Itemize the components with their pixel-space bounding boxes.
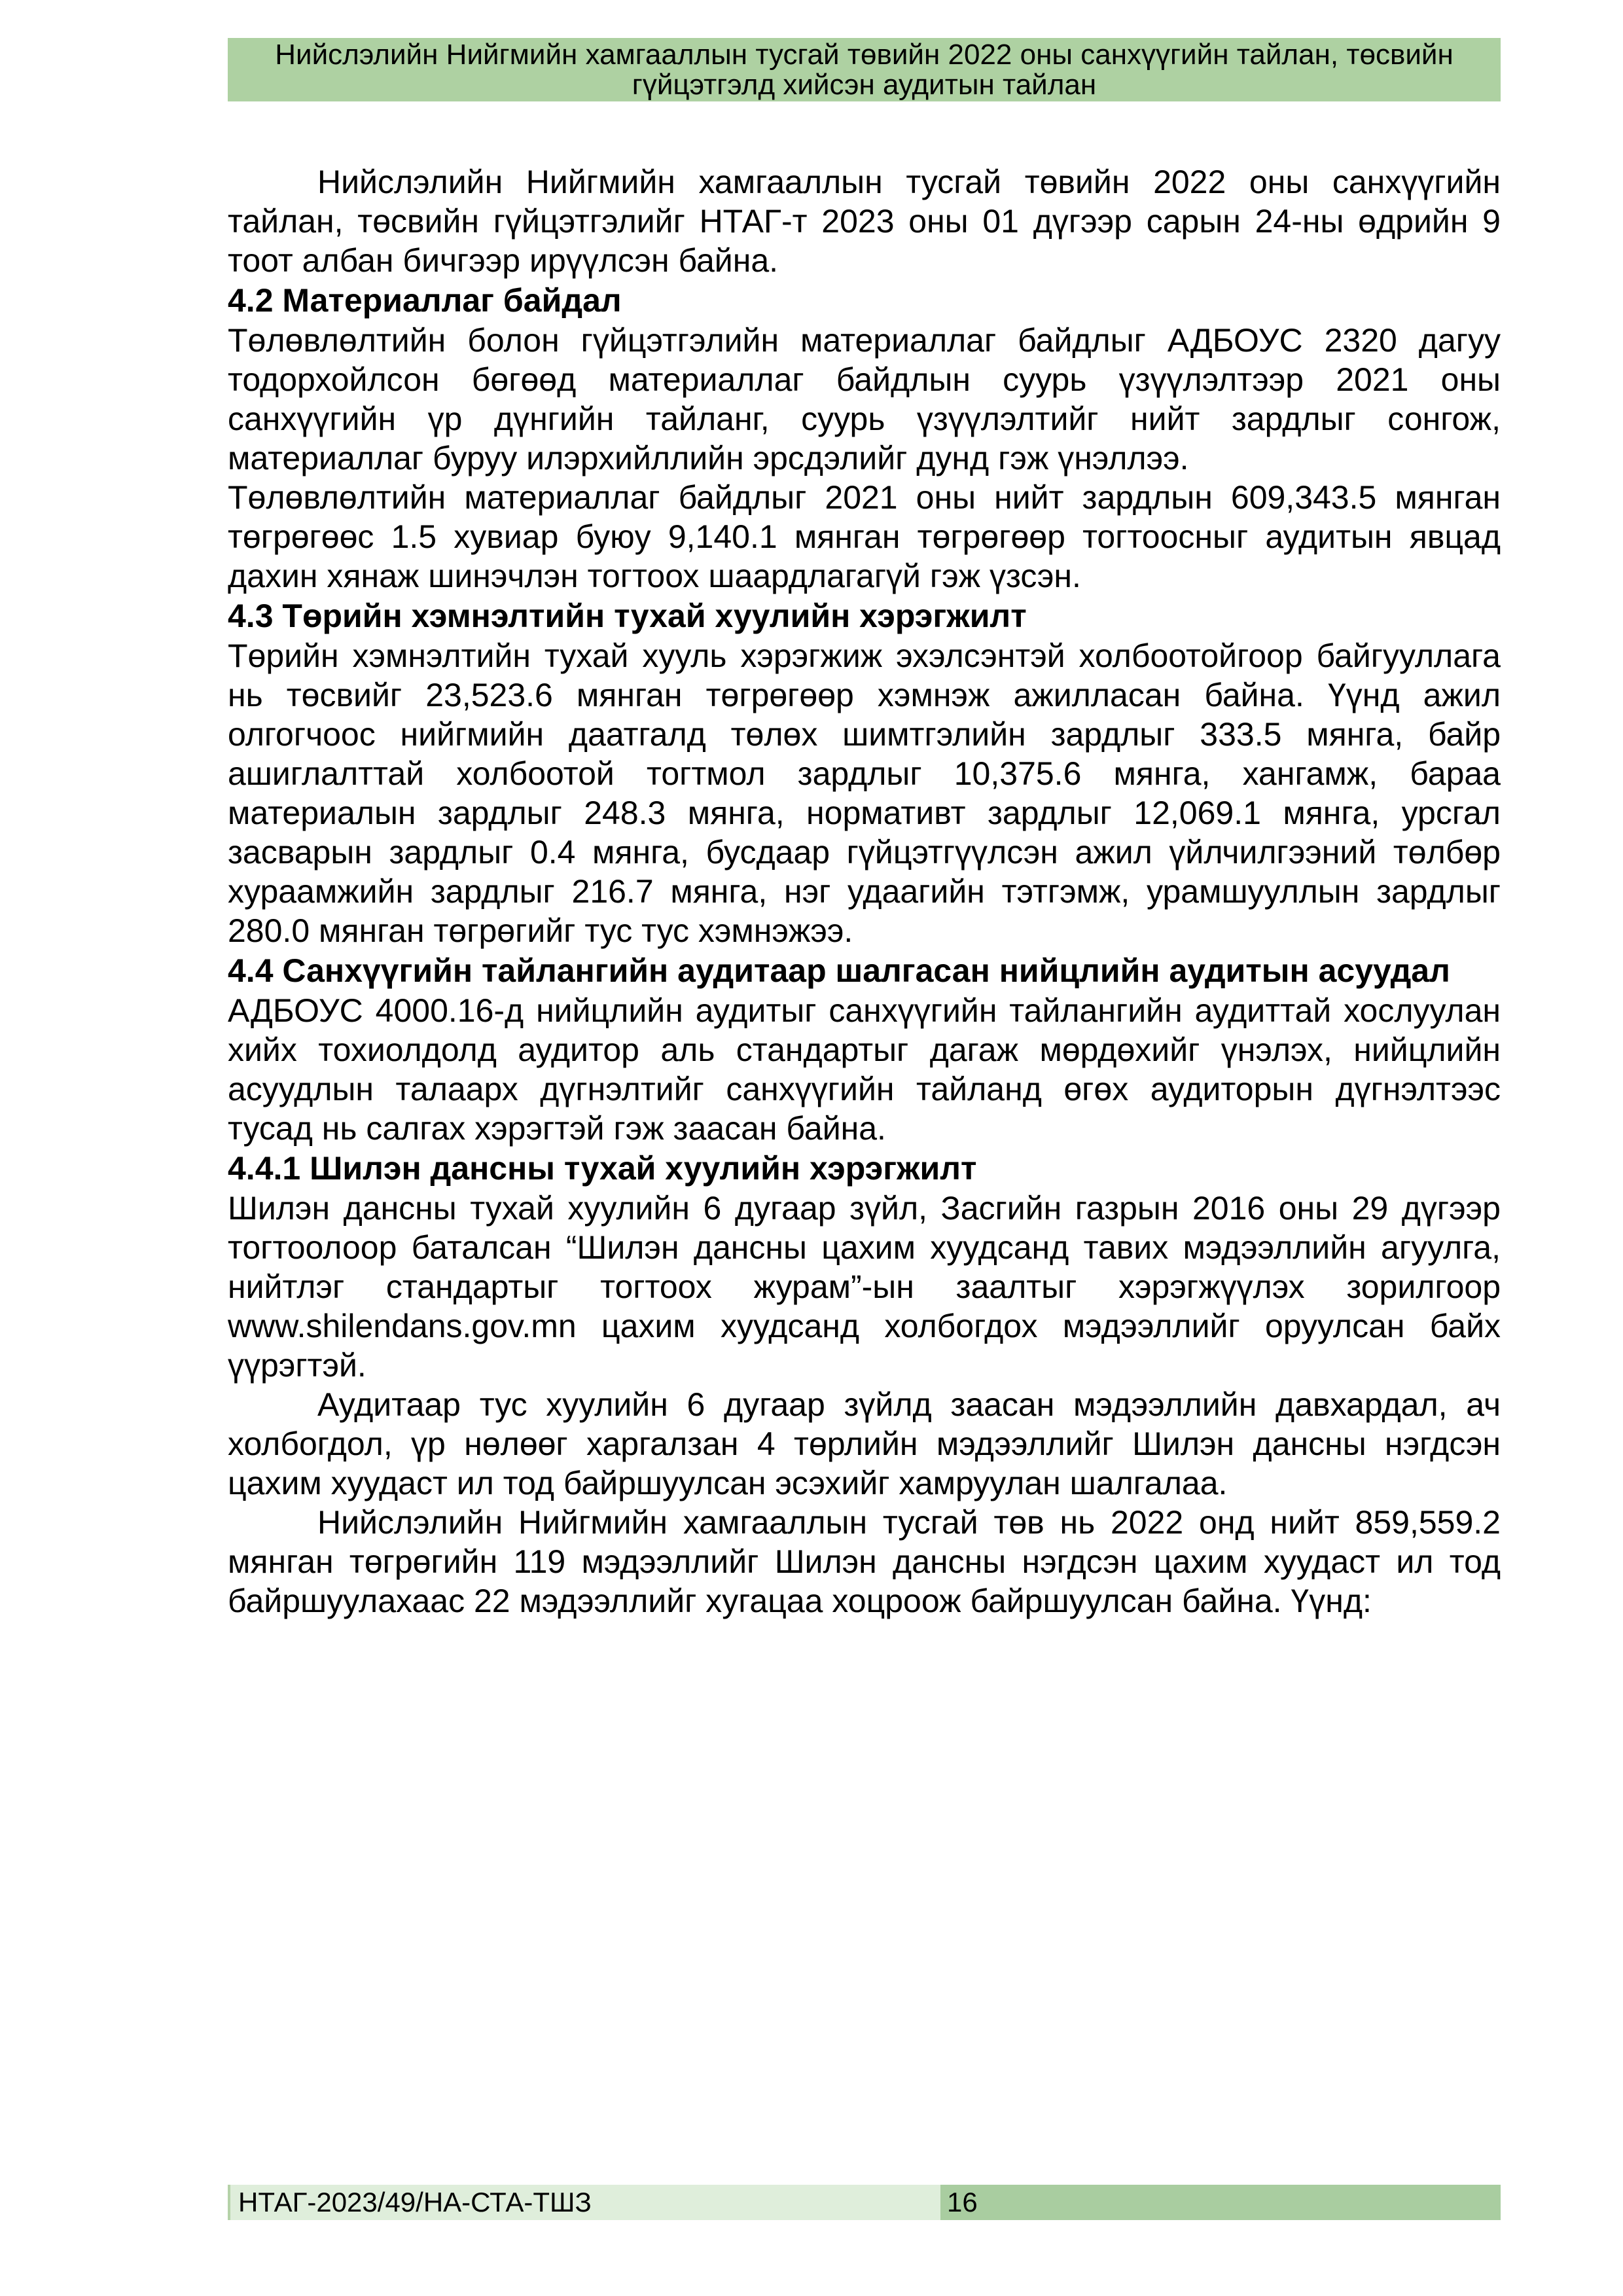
section-heading-4-2: 4.2 Материаллаг байдал: [228, 282, 622, 319]
page-number: 16: [947, 2187, 978, 2217]
paragraph: Нийслэлийн Нийгмийн хамгааллын тусгай төвийн 2022 оны санхүүгийн тайлан, төсвийн гүйцэтгэлийг НТАГ-т 2023 оны 01 дүгээр сарын 24-ны өдрийн 9 тоот албан бичгээр ирүүлсэн байна.: [228, 164, 1501, 279]
paragraph: Төлөвлөлтийн материаллаг байдлыг 2021 оны нийт зардлын 609,343.5 мянган төгрөгөөс 1.5 хувиар буюу 9,140.1 мянган төгрөгөөр тогтоосныг аудитын явцад дахин хянаж шинэчлэн тогтоох шаардлагагүй гэж үзсэн.: [228, 479, 1501, 594]
footer-page-number-cell: [940, 2185, 1501, 2220]
paragraph: Шилэн дансны тухай хуулийн 6 дугаар зүйл, Засгийн газрын 2016 оны 29 дүгээр тогтоолоор баталсан “Шилэн дансны цахим хуудсанд тавих мэдээллийн агуулга, нийтлэг стандартыг тогтоох журам”-ын заалтыг хэрэгжүүлэх зорилгоор www.shilendans.gov.mn цахим хуудсанд холбогдох мэдээллийг оруулсан байх үүрэгтэй.: [228, 1190, 1501, 1384]
document-title: Нийслэлийн Нийгмийн хамгааллын тусгай төвийн 2022 оны санхүүгийн тайлан, төсвийн гүйцэтгэлд хийсэн аудитын тайлан: [275, 39, 1454, 101]
section-heading-4-4-1: 4.4.1 Шилэн дансны тухай хуулийн хэрэгжилт: [228, 1150, 977, 1187]
section-heading-4-4: 4.4 Санхүүгийн тайлангийн аудитаар шалгасан нийцлийн аудитын асуудал: [228, 952, 1450, 989]
paragraph: Төрийн хэмнэлтийн тухай хууль хэрэгжиж эхэлсэнтэй холбоотойгоор байгууллага нь төсвийг 23,523.6 мянган төгрөгөөр хэмнэж ажилласан байна. Үүнд ажил олгогчоос нийгмийн даатгалд төлөх шимтгэлийн зардлыг 333.5 мянга, байр ашиглалттай холбоотой тогтмол зардлыг 10,375.6 мянга, хангамж, бараа материалын зардлыг 248.3 мянга, нормативт зардлыг 12,069.1 мянга, урсгал засварын зардлыг 0.4 мянга, бусдаар гүйцэтгүүлсэн ажил үйлчилгээний төлбөр хураамжийн зардлыг 216.7 мянга, нэг удаагийн тэтгэмж, урамшууллын зардлыг 280.0 мянган төгрөгийг тус тус хэмнэжээ.: [228, 637, 1501, 949]
paragraph: Нийслэлийн Нийгмийн хамгааллын тусгай төв нь 2022 онд нийт 859,559.2 мянган төгрөгийн 119 мэдээллийг Шилэн дансны нэгдсэн цахим хуудаст ил тод байршуулахаас 22 мэдээллийг хугацаа хоцроож байршуулсан байна. Үүнд:: [228, 1504, 1501, 1619]
page-header-banner: [228, 38, 1501, 101]
paragraph: АДБОУС 4000.16-д нийцлийн аудитыг санхүүгийн тайлангийн аудиттай хослуулан хийх тохиолдолд аудитор аль стандартыг дагаж мөрдөхийг үнэлэх, нийцлийн асуудлын талаарх дүгнэлтийг санхүүгийн тайланд өгөх аудиторын дүгнэлтээс тусад нь салгах хэрэгтэй гэж заасан байна.: [228, 992, 1501, 1147]
paragraph: Аудитаар тус хуулийн 6 дугаар зүйлд заасан мэдээллийн давхардал, ач холбогдол, үр нөлөөг харгалзан 4 төрлийн мэдээллийг Шилэн дансны нэгдсэн цахим хуудаст ил тод байршуулсан эсэхийг хамруулан шалгалаа.: [228, 1386, 1501, 1501]
document-number: НТАГ-2023/49/НА-СТА-ТШЗ: [238, 2187, 592, 2217]
footer-document-number-cell: [228, 2185, 940, 2220]
section-heading-4-3: 4.3 Төрийн хэмнэлтийн тухай хуулийн хэрэгжилт: [228, 598, 1027, 634]
page-footer: [228, 2185, 1501, 2220]
document-content: [228, 0, 1501, 1621]
paragraph: Төлөвлөлтийн болон гүйцэтгэлийн материаллаг байдлыг АДБОУС 2320 дагуу тодорхойлсон бөгөөд материаллаг байдлын суурь үзүүлэлтээр 2021 оны санхүүгийн үр дүнгийн тайланг, суурь үзүүлэлтийг нийт зардлыг сонгож, материаллаг буруу илэрхийллийн эрсдэлийг дунд гэж үнэллээ.: [228, 322, 1501, 476]
